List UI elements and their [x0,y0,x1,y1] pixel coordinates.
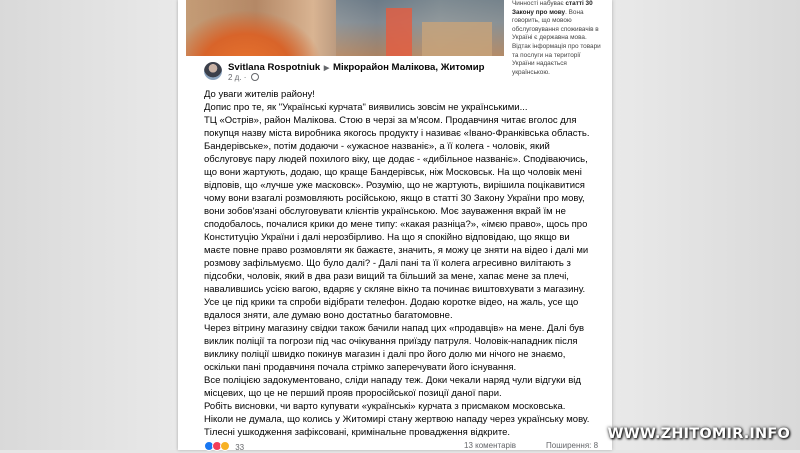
post-paragraph: Через вітрину магазину свідки також бачили напад цих «продавців» на мене. Далі був виклик поліції та погрози під час очікування приїзду патруля. Чоловік-нападник після виклику поліції швидко покинув магазин і далі про його долю ми нічого не знаємо, оскільки пані продавчиня почала стрімко заперечувати його існування. [204,323,585,373]
shares-link[interactable]: Поширення: 8 [546,441,599,450]
post-paragraph: До уваги жителів району! [204,89,315,100]
background-right [616,0,800,450]
reactions-summary[interactable] [204,441,244,452]
post-paragraph: Ніколи не думала, що колись у Житомирі стану жертвою нападу через українську мову. [204,414,590,425]
post-paragraph: Допис про те, як "Українські курчата" виявились зовсім не українськими... [204,102,528,113]
author-name[interactable]: Svitlana Rospotniuk [228,62,321,73]
post-image[interactable] [186,0,504,56]
post-paragraph: Тілесні ушкодження зафіксовані, кримінальне провадження відкрите. [204,427,511,438]
post-text [204,88,596,439]
post-meta [228,73,259,82]
snippet-rest: . Вона говорить, що мовою обслуговування споживачів в Україні є державна мова. Відтак інформація про товари та послуги на території України надається українською. [512,8,601,76]
post-paragraph: ТЦ «Острів», район Малікова. Стою в черзі за м'ясом. Продавчиня читає вголос для покупця назву міста виробника якогось продукту і називає «Івано-Франківська область. Бандерівське», потім додаючи - «ужасное названіє», а її колега - чоловік, який обслуговує пару людей похилого віку, ще додає - «дибільное названіє». Сподіваючись, що вони жартують, додаю, що краще Бандерівськ, ніж Московськ. На що чоловік мені відповів, що «лучше уже масковск». Розумію, що не жартують, вирішила поцікавитися чому вони взагалі розмовляють російською, якщо в статті 30 Закону України про мову, вони зобов'язані обслуговувати клієнтів українською. Моє зауваження вкрай їм не сподобалось, почалися крики до мене типу: «какая разніца?», «імєю право», щось про Конституцію України і далі нерозбірливо. На що я спокійно відповідаю, що якщо ви маєте повне право розмовляти як бажаєте, значить, я можу це зняти на відео і далі ми розмову зафільмуємо. Що було далі? - Далі пані та її колега агресивно вилітають з підсобки, чоловік, який в два рази вищий та більший за мене, хапає мене за плечі, навалившись усією вагою, вдаряє у скляне вікно та починає виштовхувати з магазину. Усе це під крики та спроби відібрати телефон. Додаю коротке відео, на жаль, усе що вдалося зняти, але думаю воно достатньо багатомовне. [204,115,590,321]
site-watermark: WWW.ZHITOMIR.INFO [607,426,790,442]
group-name[interactable]: Мікрорайон Малікова, Житомир [332,62,485,73]
post-footer [204,441,604,453]
post-paragraph: Робіть висновки, чи варто купувати «українські» курчата з присмаком московська. [204,401,566,412]
globe-icon [251,73,259,81]
post-time[interactable]: 2 д. [228,73,242,82]
post-header [204,60,604,84]
author-line [228,62,484,73]
background-left [0,0,176,450]
post-paragraph: Все поліцією задокументовано, сліди нападу теж. Доки чекали наряд чули відгуки від місцевих, що це не перший прояв проросійської позиції даної пари. [204,375,581,399]
triangle-right-icon: ▶ [323,65,330,72]
reactions-count: 33 [235,443,245,452]
facebook-post [178,0,612,450]
dot-separator: · [243,73,247,82]
avatar[interactable] [204,62,222,80]
snippet-bold: статті 30 Закону про мову [512,0,593,16]
comments-link[interactable]: 13 коментарів [464,441,517,450]
snippet-prefix: Чинності набуває [512,0,566,7]
haha-icon [220,441,230,451]
article-snippet-image[interactable] [512,0,604,76]
